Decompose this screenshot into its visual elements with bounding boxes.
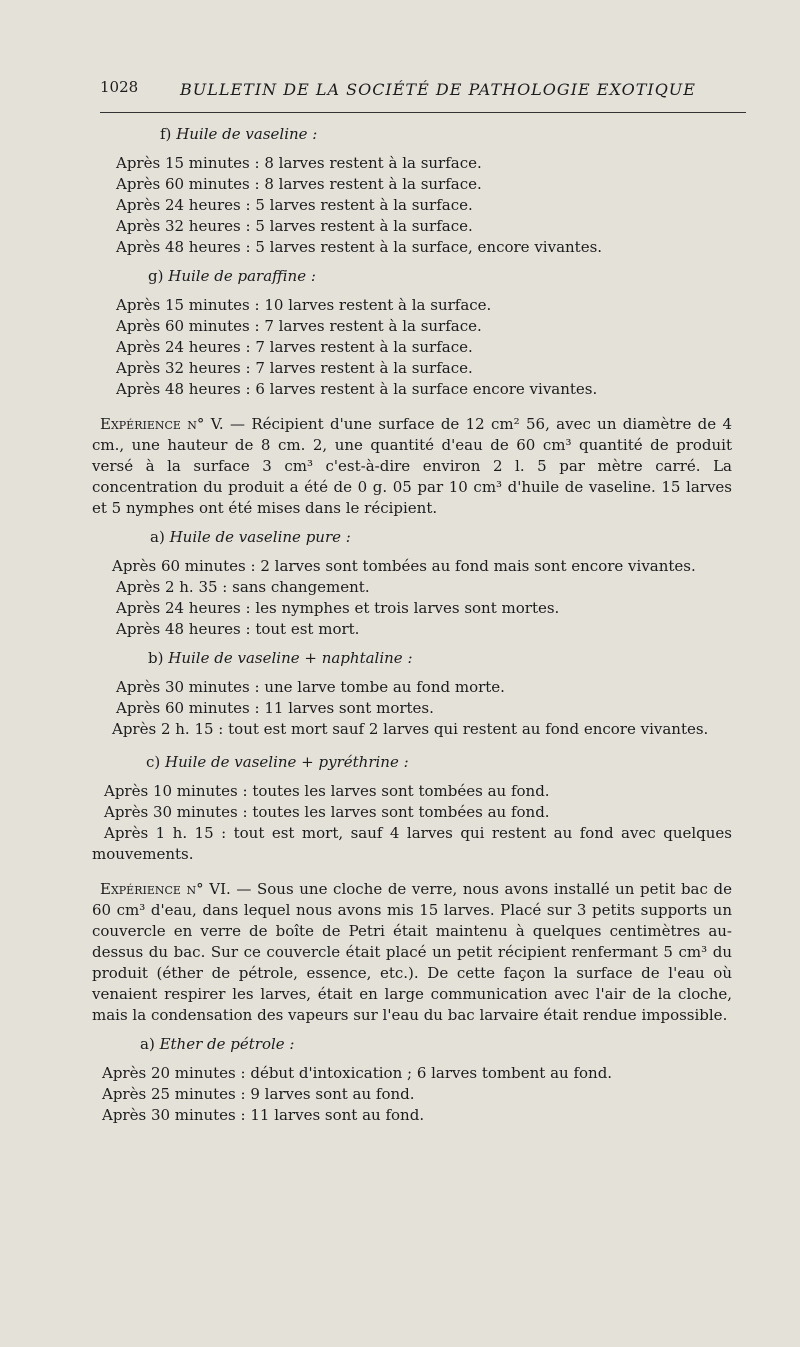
- experience-vi-a-line: Après 20 minutes : début d'intoxication ; 6 larves tombent au fond.: [102, 1064, 613, 1082]
- experience-v-a-line: Après 48 heures : tout est mort.: [116, 620, 360, 638]
- body-text: [92, 124, 732, 1126]
- experience-v-a-line: Après 24 heures : les nymphes et trois larves sont mortes.: [116, 599, 560, 617]
- section-f-line: Après 15 minutes : 8 larves restent à la surface.: [116, 154, 482, 172]
- section-g-line: Après 32 heures : 7 larves restent à la surface.: [116, 359, 473, 377]
- page-number: 1028: [100, 78, 139, 96]
- experience-v-c-line: Après 30 minutes : toutes les larves sont tombées au fond.: [104, 803, 550, 821]
- experience-vi-a-heading: a) Ether de pétrole :: [140, 1035, 295, 1053]
- section-g-line: Après 48 heures : 6 larves restent à la surface encore vivantes.: [116, 380, 598, 398]
- section-g-heading: g) Huile de paraffine :: [148, 267, 316, 285]
- experience-vi-label: Expérience n° VI.: [100, 880, 231, 898]
- experience-vi-text: — Sous une cloche de verre, nous avons installé un petit bac de 60 cm³ d'eau, dans lequel nous avons mis 15 larves. Placé sur 3 petits supports un couvercle en verre de boîte de Petri était maintenu à quelques centimètres au-dessus du bac. Sur ce couvercle était placé un petit récipient renfermant 5 cm³ du produit (éther de pétrole, essence, etc.). De cette façon la surface de l'eau où venaient respirer les larves, était en large communication avec l'air de la cloche, mais la condensation des vapeurs sur l'eau du bac larvaire était rendue impossible.: [92, 880, 732, 1024]
- experience-v-c-heading: c) Huile de vaseline + pyréthrine :: [146, 753, 409, 771]
- section-f-line: Après 32 heures : 5 larves restent à la surface.: [116, 217, 473, 235]
- section-f-line: Après 24 heures : 5 larves restent à la surface.: [116, 196, 473, 214]
- section-f-heading: f) Huile de vaseline :: [160, 125, 318, 143]
- journal-title: BULLETIN DE LA SOCIÉTÉ DE PATHOLOGIE EXOTIQUE: [180, 80, 696, 99]
- experience-vi-a-line: Après 30 minutes : 11 larves sont au fond.: [102, 1106, 425, 1124]
- section-f-line: Après 60 minutes : 8 larves restent à la surface.: [116, 175, 482, 193]
- experience-v-c-line: Après 1 h. 15 : tout est mort, sauf 4 larves qui restent au fond avec quelques mouvements.: [92, 824, 732, 863]
- experience-v-b-line: Après 2 h. 15 : tout est mort sauf 2 larves qui restent au fond encore vivantes.: [112, 720, 709, 738]
- experience-v-a-line: Après 60 minutes : 2 larves sont tombées au fond mais sont encore vivantes.: [112, 557, 696, 575]
- experience-vi-a-line: Après 25 minutes : 9 larves sont au fond.: [102, 1085, 415, 1103]
- experience-v-a-line: Après 2 h. 35 : sans changement.: [116, 578, 370, 596]
- experience-v-b-line: Après 60 minutes : 11 larves sont mortes.: [116, 699, 434, 717]
- section-g-line: Après 24 heures : 7 larves restent à la surface.: [116, 338, 473, 356]
- experience-vi-paragraph: [92, 879, 732, 1026]
- experience-v-a-heading: a) Huile de vaseline pure :: [150, 528, 351, 546]
- header-rule: [100, 112, 746, 113]
- experience-v-b-line: Après 30 minutes : une larve tombe au fond morte.: [116, 678, 505, 696]
- experience-v-b-heading: b) Huile de vaseline + naphtaline :: [148, 649, 413, 667]
- section-g-line: Après 60 minutes : 7 larves restent à la surface.: [116, 317, 482, 335]
- experience-v-text: — Récipient d'une surface de 12 cm² 56, avec un diamètre de 4 cm., une hauteur de 8 cm. 2, une quantité d'eau de 60 cm³ quantité de produit versé à la surface 3 cm³ c'est-à-dire environ 2 l. 5 par mètre carré. La concentration du produit a été de 0 g. 05 par 10 cm³ d'huile de vaseline. 15 larves et 5 nymphes ont été mises dans le récipient.: [92, 415, 732, 517]
- experience-v-c-line: Après 10 minutes : toutes les larves sont tombées au fond.: [104, 782, 550, 800]
- experience-v-paragraph: [92, 414, 732, 519]
- section-g-line: Après 15 minutes : 10 larves restent à la surface.: [116, 296, 492, 314]
- section-f-line: Après 48 heures : 5 larves restent à la surface, encore vivantes.: [116, 238, 603, 256]
- experience-v-label: Expérience n° V.: [100, 415, 224, 433]
